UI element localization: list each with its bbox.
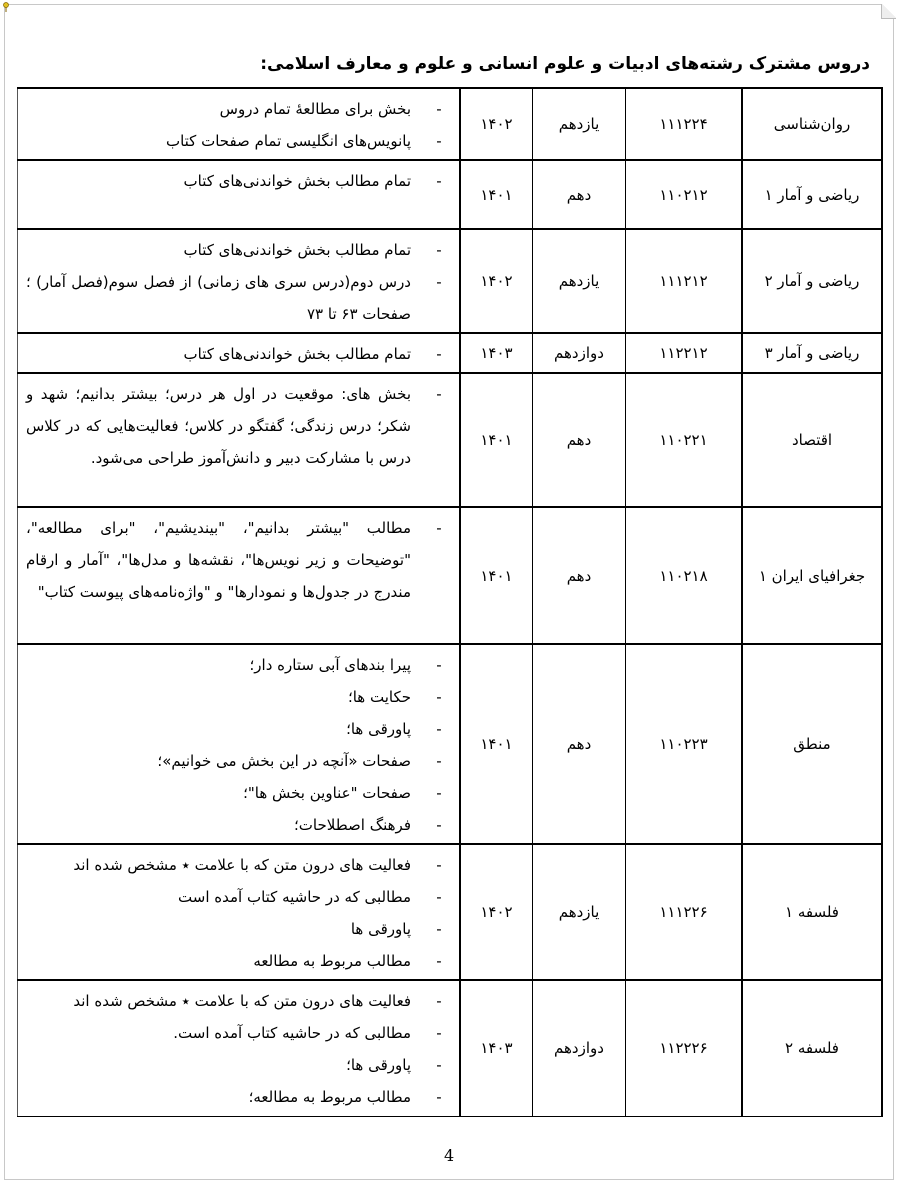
bullet-dash: - — [436, 952, 442, 970]
bullet-dash: - — [436, 1024, 442, 1042]
item-text: مطالبی که در حاشیه کتاب آمده است. — [173, 1024, 411, 1042]
course-name: ریاضی و آمار ۲ — [742, 229, 882, 333]
course-name: فلسفه ۲ — [742, 980, 882, 1116]
item-text: فرهنگ اصطلاحات؛ — [294, 816, 411, 834]
list-item — [26, 266, 447, 330]
table-row — [18, 373, 883, 507]
bullet-dash: - — [436, 100, 442, 118]
course-name: منطق — [742, 644, 882, 844]
pin-icon — [2, 2, 10, 12]
item-text: مطالب "بیشتر بدانیم"، "بیندیشیم"، "برای مطالعه"، "توضیحات و زیر نویس‌ها"، نقشه‌ها و مدل‌ها"، "آمار و ارقام مندرج در جدول‌ها و نمودارها" و "واژه‌نامه‌های پیوست کتاب" — [26, 519, 411, 601]
list-item — [26, 713, 447, 745]
course-code: ۱۱۰۲۲۳ — [626, 644, 743, 844]
course-name: روان‌شناسی — [742, 88, 882, 160]
page-number: 4 — [444, 1146, 455, 1165]
item-text: صفحات «آنچه در این بخش می خوانیم»؛ — [157, 752, 411, 770]
item-text: بخش برای مطالعهٔ تمام دروس — [219, 100, 411, 118]
course-excluded-content — [18, 507, 461, 644]
list-item — [26, 512, 447, 608]
course-grade: یازدهم — [533, 88, 626, 160]
list-item — [26, 338, 447, 370]
course-excluded-content — [18, 373, 461, 507]
section-title: دروس مشترک رشته‌های ادبیات و علوم انسانی و علوم و معارف اسلامی: — [260, 54, 870, 74]
item-text: مطالب مربوط به مطالعه؛ — [248, 1088, 411, 1106]
item-text: فعالیت های درون متن که با علامت ٭ مشخص شده اند — [73, 856, 411, 874]
item-text: پاورقی ها؛ — [346, 1056, 411, 1074]
course-name: ریاضی و آمار ۱ — [742, 160, 882, 229]
table-row — [18, 980, 883, 1116]
item-text: پاورقی ها؛ — [346, 720, 411, 738]
course-name: جغرافیای ایران ۱ — [742, 507, 882, 644]
bullet-dash: - — [436, 519, 442, 537]
course-excluded-content — [18, 160, 461, 229]
course-year: ۱۴۰۱ — [460, 373, 533, 507]
course-name: ریاضی و آمار ۳ — [742, 333, 882, 373]
list-item — [26, 378, 447, 474]
course-year: ۱۴۰۱ — [460, 507, 533, 644]
bullet-dash: - — [436, 1056, 442, 1074]
list-item — [26, 881, 447, 913]
course-code: ۱۱۰۲۱۲ — [626, 160, 743, 229]
bullet-dash: - — [436, 345, 442, 363]
list-item — [26, 745, 447, 777]
item-text: مطالبی که در حاشیه کتاب آمده است — [178, 888, 411, 906]
table-row — [18, 88, 883, 160]
item-text: فعالیت های درون متن که با علامت ٭ مشخص شده اند — [73, 992, 411, 1010]
course-code: ۱۱۲۲۲۶ — [626, 980, 743, 1116]
item-text: پیرا بندهای آبی ستاره دار؛ — [249, 656, 411, 674]
course-year: ۱۴۰۲ — [460, 88, 533, 160]
bullet-dash: - — [436, 273, 442, 291]
bullet-dash: - — [436, 920, 442, 938]
table-row — [18, 844, 883, 980]
item-text: درس دوم(درس سری های زمانی) از فصل سوم(فصل آمار) ؛ صفحات ۶۳ تا ۷۳ — [26, 273, 411, 323]
course-code: ۱۱۱۲۲۶ — [626, 844, 743, 980]
list-item — [26, 93, 447, 125]
list-item — [26, 809, 447, 841]
list-item — [26, 777, 447, 809]
course-year: ۱۴۰۳ — [460, 980, 533, 1116]
bullet-dash: - — [436, 816, 442, 834]
list-item — [26, 125, 447, 157]
course-code: ۱۱۰۲۲۱ — [626, 373, 743, 507]
course-year: ۱۴۰۳ — [460, 333, 533, 373]
course-grade: یازدهم — [533, 229, 626, 333]
list-item — [26, 234, 447, 266]
course-code: ۱۱۲۲۱۲ — [626, 333, 743, 373]
course-grade: دوازدهم — [533, 980, 626, 1116]
bullet-dash: - — [436, 385, 442, 403]
course-grade: یازدهم — [533, 844, 626, 980]
list-item — [26, 1017, 447, 1049]
course-excluded-content — [18, 229, 461, 333]
page-corner-fold-icon — [881, 4, 896, 19]
list-item — [26, 649, 447, 681]
course-excluded-content — [18, 644, 461, 844]
item-text: مطالب مربوط به مطالعه — [253, 952, 411, 970]
list-item — [26, 985, 447, 1017]
item-text: حکایت ها؛ — [347, 688, 411, 706]
bullet-dash: - — [436, 888, 442, 906]
list-item — [26, 681, 447, 713]
item-text: پاورقی ها — [350, 920, 411, 938]
course-grade: دهم — [533, 644, 626, 844]
course-code: ۱۱۱۲۲۴ — [626, 88, 743, 160]
course-year: ۱۴۰۱ — [460, 160, 533, 229]
table-row — [18, 229, 883, 333]
course-grade: دوازدهم — [533, 333, 626, 373]
courses-table — [17, 87, 883, 1117]
course-code: ۱۱۱۲۱۲ — [626, 229, 743, 333]
item-text: تمام مطالب بخش خواندنی‌های کتاب — [183, 345, 411, 363]
item-text: بخش های: موقعیت در اول هر درس؛ بیشتر بدانیم؛ شهد و شکر؛ درس زندگی؛ گفتگو در کلاس؛ فعالیت‌هایی که در کلاس درس با مشارکت دبیر و دانش‌آموز طراحی می‌شود. — [26, 385, 411, 467]
course-year: ۱۴۰۲ — [460, 229, 533, 333]
course-excluded-content — [18, 88, 461, 160]
list-item — [26, 945, 447, 977]
course-grade: دهم — [533, 507, 626, 644]
course-excluded-content — [18, 844, 461, 980]
bullet-dash: - — [436, 688, 442, 706]
bullet-dash: - — [436, 132, 442, 150]
bullet-dash: - — [436, 172, 442, 190]
list-item — [26, 849, 447, 881]
course-excluded-content — [18, 980, 461, 1116]
item-text: پانویس‌های انگلیسی تمام صفحات کتاب — [165, 132, 411, 150]
table-row — [18, 333, 883, 373]
course-name: فلسفه ۱ — [742, 844, 882, 980]
course-year: ۱۴۰۱ — [460, 644, 533, 844]
course-year: ۱۴۰۲ — [460, 844, 533, 980]
course-grade: دهم — [533, 160, 626, 229]
bullet-dash: - — [436, 1088, 442, 1106]
bullet-dash: - — [436, 720, 442, 738]
item-text: صفحات "عناوین بخش ها"؛ — [243, 784, 411, 802]
course-name: اقتصاد — [742, 373, 882, 507]
bullet-dash: - — [436, 241, 442, 259]
table-row — [18, 160, 883, 229]
list-item — [26, 913, 447, 945]
course-excluded-content — [18, 333, 461, 373]
table-row — [18, 644, 883, 844]
course-grade: دهم — [533, 373, 626, 507]
item-text: تمام مطالب بخش خواندنی‌های کتاب — [183, 172, 411, 190]
list-item — [26, 1081, 447, 1113]
list-item — [26, 165, 447, 197]
bullet-dash: - — [436, 752, 442, 770]
bullet-dash: - — [436, 656, 442, 674]
bullet-dash: - — [436, 856, 442, 874]
course-code: ۱۱۰۲۱۸ — [626, 507, 743, 644]
bullet-dash: - — [436, 992, 442, 1010]
bullet-dash: - — [436, 784, 442, 802]
table-row — [18, 507, 883, 644]
list-item — [26, 1049, 447, 1081]
item-text: تمام مطالب بخش خواندنی‌های کتاب — [183, 241, 411, 259]
